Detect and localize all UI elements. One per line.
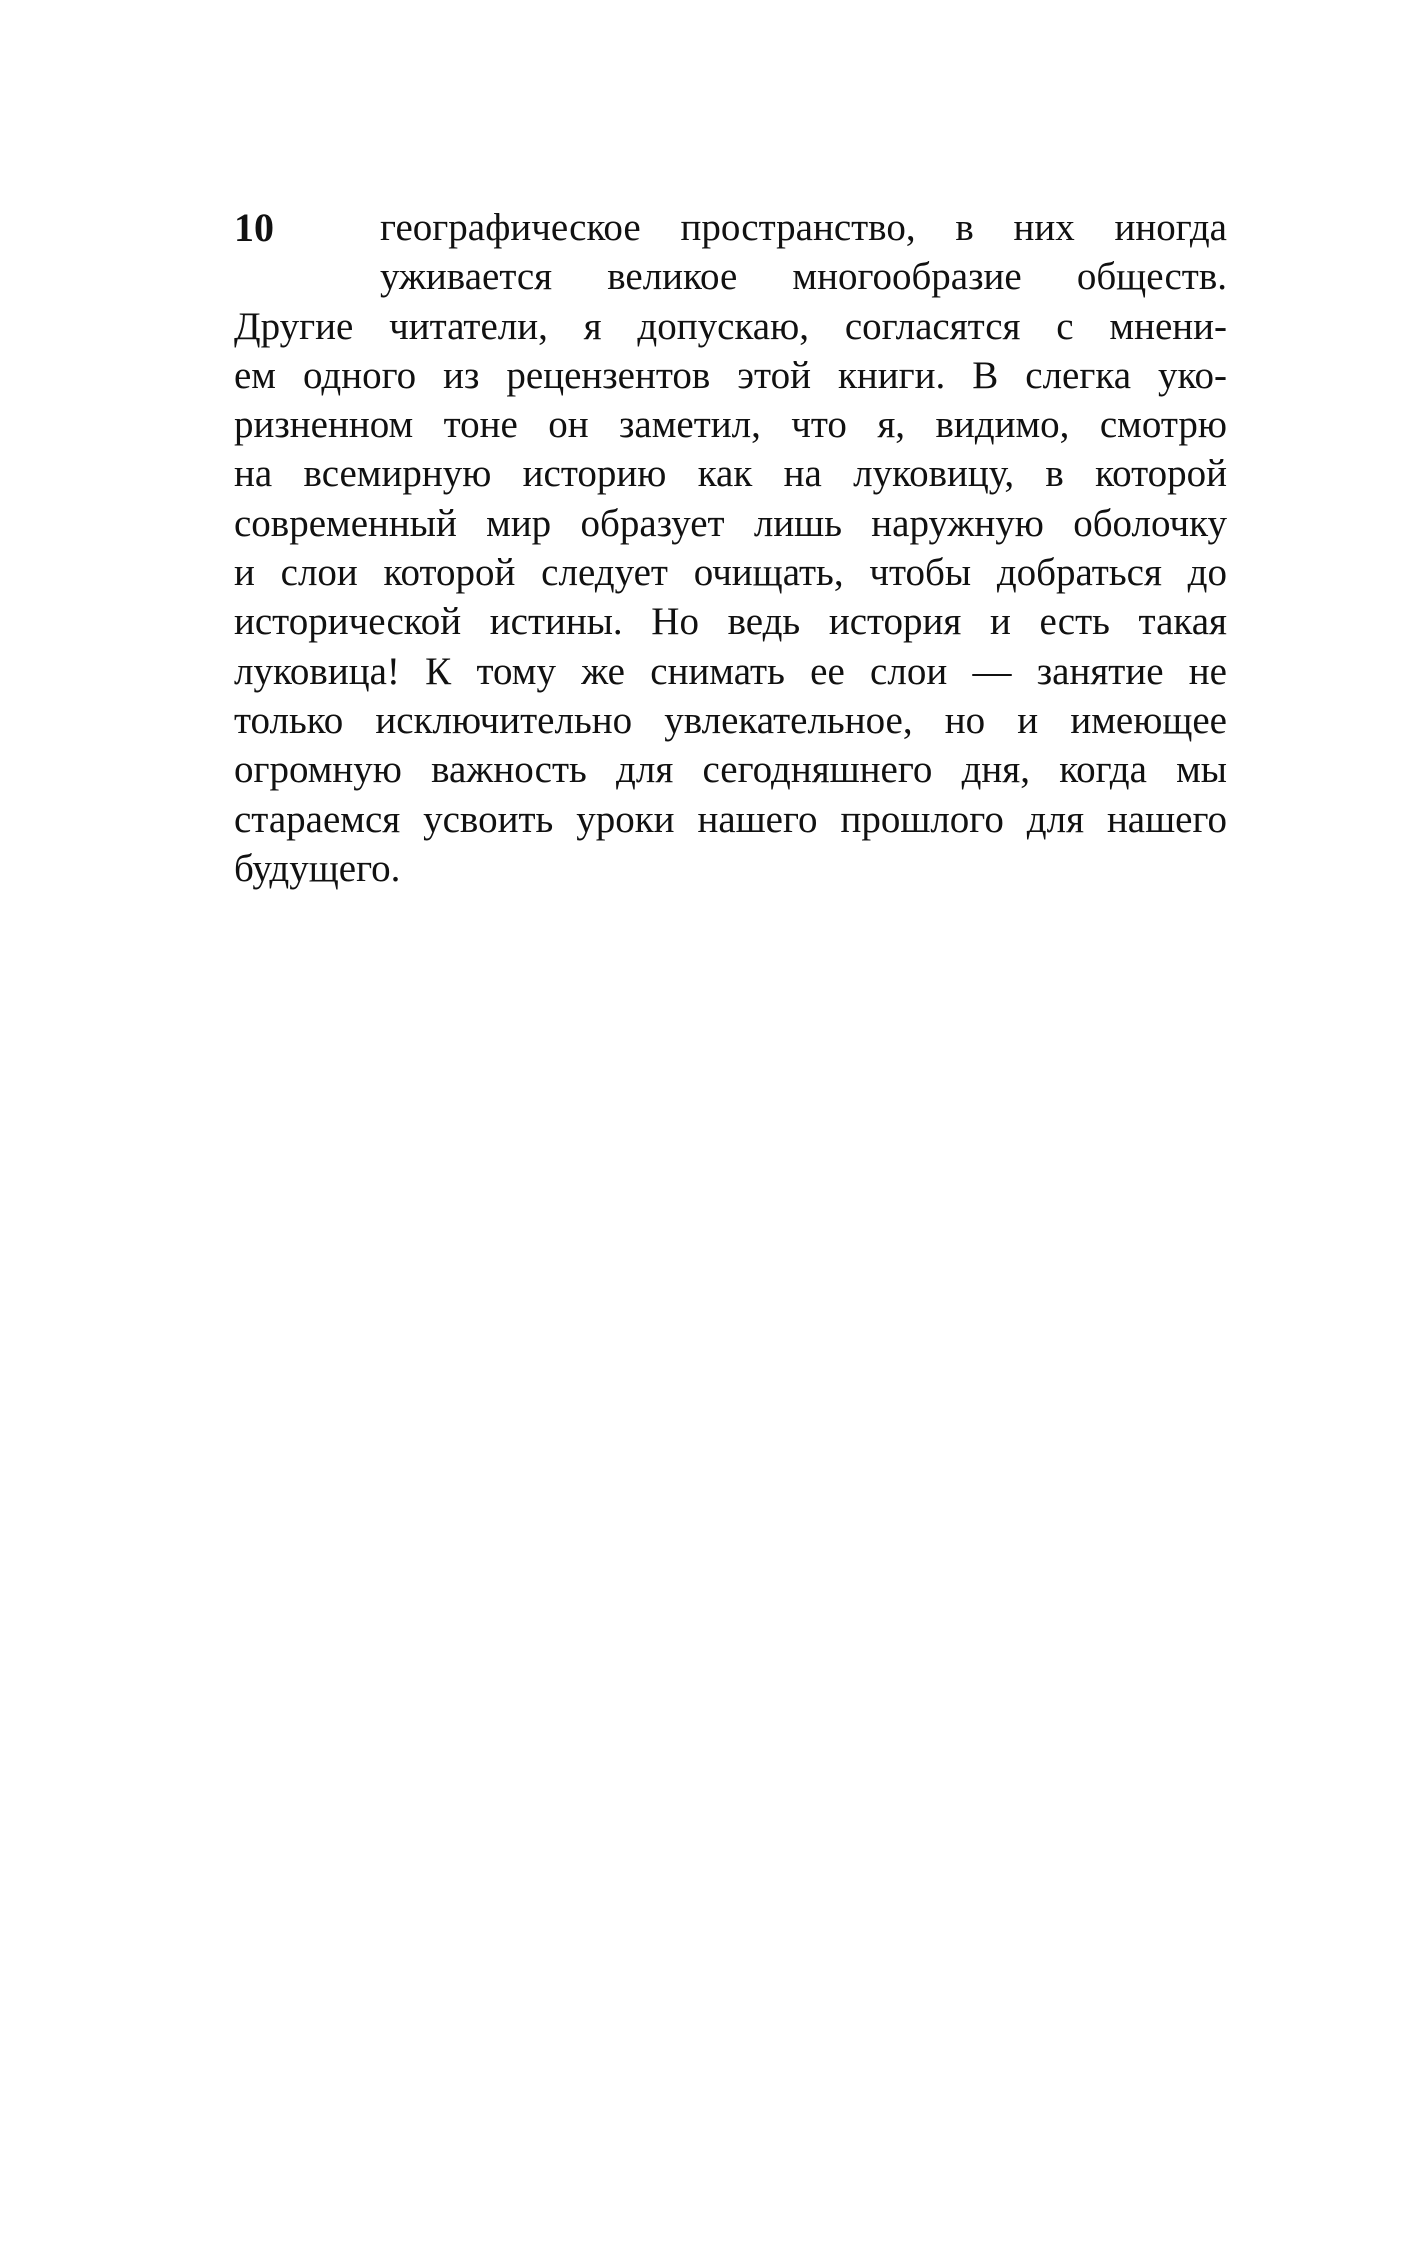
text-line: географическое пространство, в них иногда: [380, 206, 1227, 249]
text-line: только исключительно увлекательное, но и имеющее: [234, 698, 1227, 742]
text-line: огромную важность для сегодняшнего дня, когда мы: [234, 748, 1227, 792]
page-number: 10: [234, 205, 274, 250]
text-line: уживается великое многообразие обществ.: [380, 255, 1227, 299]
text-line: будущего.: [234, 846, 401, 890]
text-line: Другие читатели, я допускаю, согласятся с мнени-: [234, 304, 1227, 348]
text-line: современный мир образует лишь наружную оболочку: [234, 501, 1227, 545]
body-text: [234, 203, 1227, 893]
text-line: луковица! К тому же снимать ее слои — занятие не: [234, 649, 1227, 693]
text-line: и слои которой следует очищать, чтобы добраться до: [234, 551, 1227, 595]
text-line: ризненном тоне он заметил, что я, видимо, смотрю: [234, 403, 1227, 447]
text-line: ем одного из рецензентов этой книги. В слегка уко-: [234, 353, 1227, 397]
text-line: исторической истины. Но ведь история и есть такая: [234, 600, 1227, 644]
text-line: на всемирную историю как на луковицу, в которой: [234, 452, 1227, 496]
text-line: стараемся усвоить уроки нашего прошлого для нашего: [234, 797, 1227, 841]
